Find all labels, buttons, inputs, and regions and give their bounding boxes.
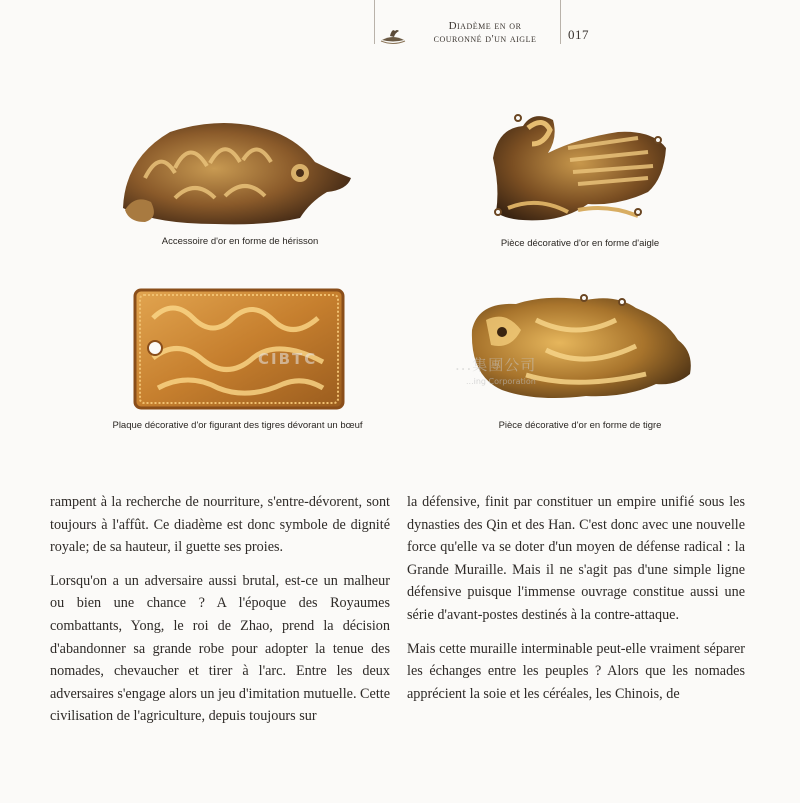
header-title-line1: Diadème en or — [448, 20, 522, 32]
paragraph: rampent à la recherche de nourriture, s'entre-dévorent, sont toujours à l'affût. Ce diadème est donc symbole de dignité royale; de sa hauteur, il guette ses proies. — [50, 494, 390, 556]
tiger-plaque-artifact — [133, 288, 345, 410]
watermark-logo: CIBTC — [258, 350, 318, 368]
header-divider-left — [374, 0, 375, 44]
paragraph: la défensive, finit par constituer un empire unifié sous les dynasties des Qin et des Han. C'est donc avec une nouvelle force qu'elle va se doter d'un moyen de défense radical : la Grande Muraille. Mais il ne s'agit pas d'une simple ligne défensive puisque l'immense ouvrage constitue aussi une série d'avant-postes destinés à la contre-attaque. — [407, 494, 745, 623]
header-title — [414, 20, 556, 46]
hedgehog-artifact — [115, 118, 355, 228]
page-header — [370, 0, 610, 50]
artifact-caption: Plaque décorative d'or figurant des tigres dévorant un bœuf — [112, 420, 363, 431]
header-title-line2: couronné d'un aigle — [433, 33, 537, 45]
page-number: 017 — [568, 27, 589, 42]
artifact-caption: Pièce décorative d'or en forme d'aigle — [500, 238, 660, 249]
paragraph: Mais cette muraille interminable peut-elle vraiment séparer les échanges entre les peuples ? Alors que les nomades apprécient la soie et les céréales, les Chinois, de — [407, 640, 745, 702]
eagle-artifact — [488, 108, 673, 228]
artifact-caption: Accessoire d'or en forme de hérisson — [161, 236, 319, 247]
artifact-caption: Pièce décorative d'or en forme de tigre — [498, 420, 662, 431]
diadem-logo-icon — [378, 22, 408, 44]
watermark-subtext: ...ing Corporation — [466, 377, 536, 386]
text-column-left — [50, 491, 390, 739]
text-column-right — [407, 491, 745, 716]
paragraph: Lorsqu'on a un adversaire aussi brutal, est-ce un malheur ou bien une chance ? A l'époque des Royaumes combattants, Yong, le roi de Zhao, prend la décision d'abandonner sa grande robe pour adopter la tenue des nomades, chevaucher et tirer à l'arc. Entre les deux adversaires s'engage alors un jeu d'imitation mutuelle. Cette civilisation de l'agriculture, depuis toujours sur — [50, 572, 390, 725]
header-divider-right — [560, 0, 561, 44]
watermark-text: ...集團公司 — [455, 356, 537, 374]
